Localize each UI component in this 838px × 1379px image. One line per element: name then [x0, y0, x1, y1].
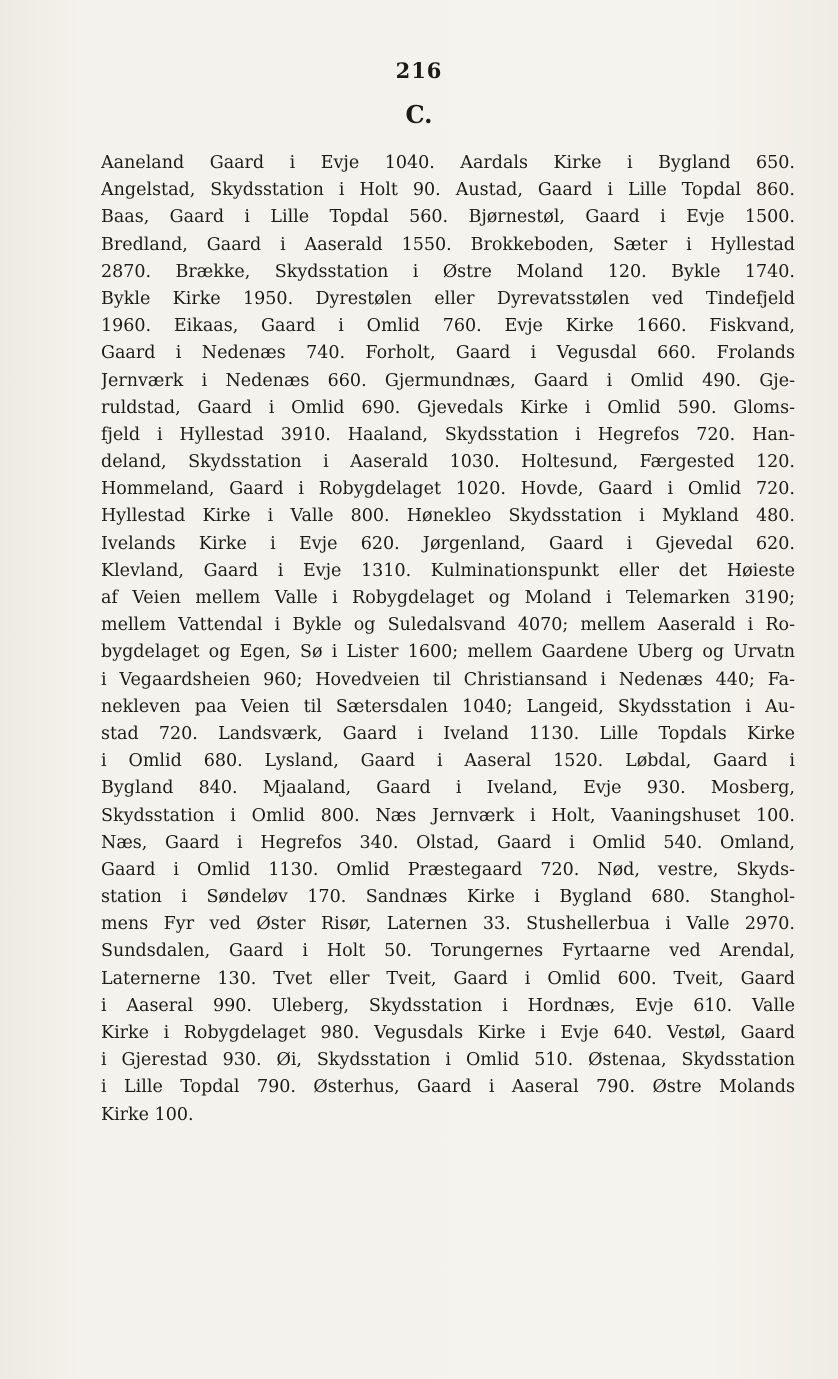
- text-line: Klevland, Gaard i Evje 1310. Kulminationspunkt eller det Høieste: [101, 560, 795, 581]
- text-line: 1960. Eikaas, Gaard i Omlid 760. Evje Kirke 1660. Fiskvand,: [101, 316, 795, 337]
- section-heading: C.: [405, 100, 433, 129]
- text-line: Jernværk i Nedenæs 660. Gjermundnæs, Gaard i Omlid 490. Gje-: [101, 370, 795, 391]
- text-line: Gaard i Nedenæs 740. Forholt, Gaard i Vegusdal 660. Frolands: [101, 343, 795, 364]
- text-line: i Aaseral 990. Uleberg, Skydsstation i Hordnæs, Evje 610. Valle: [101, 995, 795, 1016]
- text-line: Hyllestad Kirke i Valle 800. Hønekleo Skydsstation i Mykland 480.: [101, 506, 795, 527]
- text-line: fjeld i Hyllestad 3910. Haaland, Skydsstation i Hegrefos 720. Han-: [101, 424, 795, 445]
- text-line: af Veien mellem Valle i Robygdelaget og Moland i Telemarken 3190;: [101, 588, 795, 608]
- text-line: Næs, Gaard i Hegrefos 340. Olstad, Gaard i Omlid 540. Omland,: [101, 832, 795, 853]
- text-line: Ivelands Kirke i Evje 620. Jørgenland, Gaard i Gjevedal 620.: [101, 533, 795, 554]
- text-line: Aaneland Gaard i Evje 1040. Aardals Kirke i Bygland 650.: [101, 153, 795, 173]
- text-line: station i Søndeløv 170. Sandnæs Kirke i Bygland 680. Stanghol-: [101, 887, 795, 908]
- gazetteer-text: [101, 150, 795, 1129]
- text-line: mellem Vattendal i Bykle og Suledalsvand 4070; mellem Aaserald i Ro-: [101, 615, 795, 636]
- text-line: Baas, Gaard i Lille Topdal 560. Bjørnestøl, Gaard i Evje 1500.: [101, 207, 795, 228]
- text-line: bygdelaget og Egen, Sø i Lister 1600; mellem Gaardene Uberg og Urvatn: [101, 642, 795, 663]
- text-line: Hommeland, Gaard i Robygdelaget 1020. Hovde, Gaard i Omlid 720.: [101, 479, 795, 500]
- page-number: 216: [395, 58, 443, 83]
- text-line: Kirke 100.: [101, 1104, 194, 1125]
- text-line: i Gjerestad 930. Øi, Skydsstation i Omlid 510. Østenaa, Skydsstation: [101, 1050, 795, 1071]
- text-line: i Vegaardsheien 960; Hovedveien til Christiansand i Nedenæs 440; Fa-: [101, 669, 795, 690]
- text-line: 2870. Brække, Skydsstation i Østre Moland 120. Bykle 1740.: [101, 261, 795, 282]
- text-line: Kirke i Robygdelaget 980. Vegusdals Kirke i Evje 640. Vestøl, Gaard: [101, 1023, 795, 1043]
- text-line: Skydsstation i Omlid 800. Næs Jernværk i Holt, Vaaningshuset 100.: [101, 805, 795, 826]
- text-line: Bygland 840. Mjaaland, Gaard i Iveland, Evje 930. Mosberg,: [101, 778, 795, 799]
- text-line: deland, Skydsstation i Aaserald 1030. Holtesund, Færgested 120.: [101, 452, 795, 473]
- text-line: Angelstad, Skydsstation i Holt 90. Austad, Gaard i Lille Topdal 860.: [101, 180, 795, 201]
- text-line: i Lille Topdal 790. Østerhus, Gaard i Aaseral 790. Østre Molands: [101, 1077, 795, 1098]
- text-line: ruldstad, Gaard i Omlid 690. Gjevedals Kirke i Omlid 590. Gloms-: [101, 397, 795, 418]
- text-line: Sundsdalen, Gaard i Holt 50. Torungernes Fyrtaarne ved Arendal,: [101, 941, 795, 962]
- text-line: i Omlid 680. Lysland, Gaard i Aaseral 1520. Løbdal, Gaard i: [101, 751, 795, 772]
- text-line: Laternerne 130. Tvet eller Tveit, Gaard i Omlid 600. Tveit, Gaard: [101, 968, 795, 989]
- text-line: Bykle Kirke 1950. Dyrestølen eller Dyrevatsstølen ved Tindefjeld: [101, 288, 795, 309]
- text-line: mens Fyr ved Øster Risør, Laternen 33. Stushellerbua i Valle 2970.: [101, 914, 795, 935]
- text-line: Bredland, Gaard i Aaserald 1550. Brokkeboden, Sæter i Hyllestad: [101, 234, 795, 255]
- text-line: nekleven paa Veien til Sætersdalen 1040; Langeid, Skydsstation i Au-: [101, 696, 795, 717]
- text-line: stad 720. Landsværk, Gaard i Iveland 1130. Lille Topdals Kirke: [101, 723, 795, 744]
- text-line: Gaard i Omlid 1130. Omlid Præstegaard 720. Nød, vestre, Skyds-: [101, 859, 795, 880]
